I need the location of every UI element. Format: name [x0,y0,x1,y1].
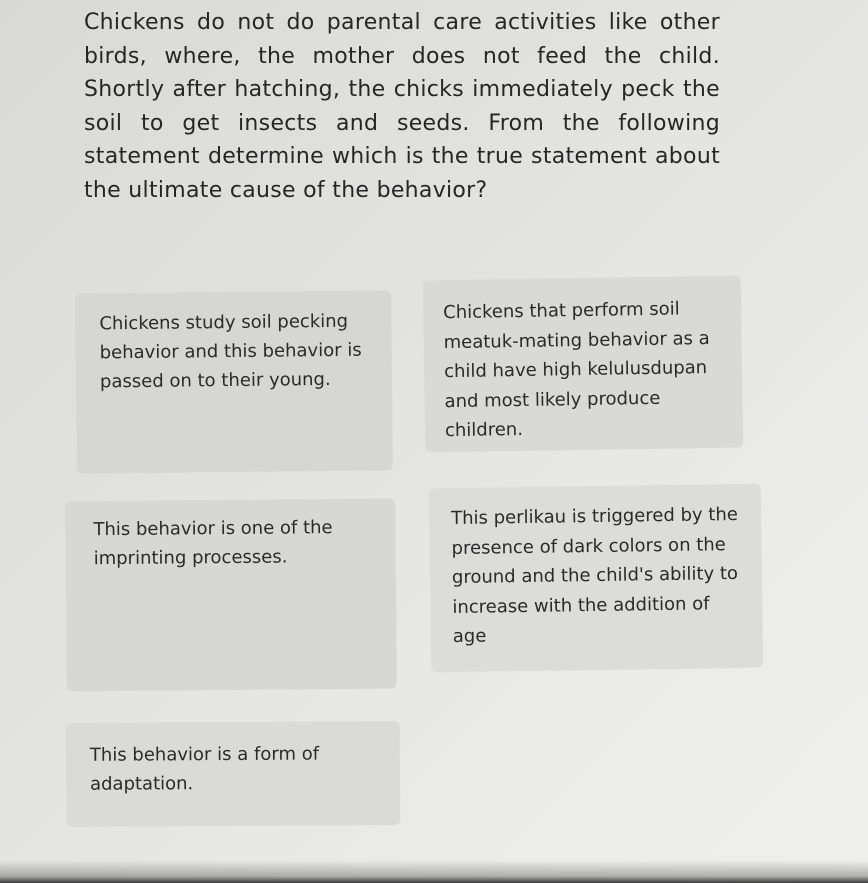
answer-option-e[interactable] [66,721,401,827]
answer-option-b[interactable] [423,276,744,453]
answer-option-d[interactable] [429,484,764,673]
answer-option-a-text: Chickens study soil pecking behavior and this behavior is passed on to their young. [99,310,362,393]
answer-option-a[interactable] [75,290,393,473]
question-text: Chickens do not do parental care activities like other birds, where, the mother does not feed the child. Shortly after hatching, the chicks immediately peck the soil to get insects and seeds. From the following statement determine which is the true statement about the ultimate cause of the behavior? [84,10,720,203]
answer-option-c-text: This behavior is one of the imprinting processes. [93,517,333,570]
answer-option-c[interactable] [65,499,397,692]
answer-option-e-text: This behavior is a form of adaptation. [89,743,320,795]
bottom-shadow [0,860,868,883]
answer-option-d-text: This perlikau is triggered by the presence of dark colors on the ground and the child's ability to increase with the addition of age [451,504,739,648]
answer-option-b-text: Chickens that perform soil meatuk-mating behavior as a child have high kelulusdupan and most likely produce children. [443,298,710,442]
